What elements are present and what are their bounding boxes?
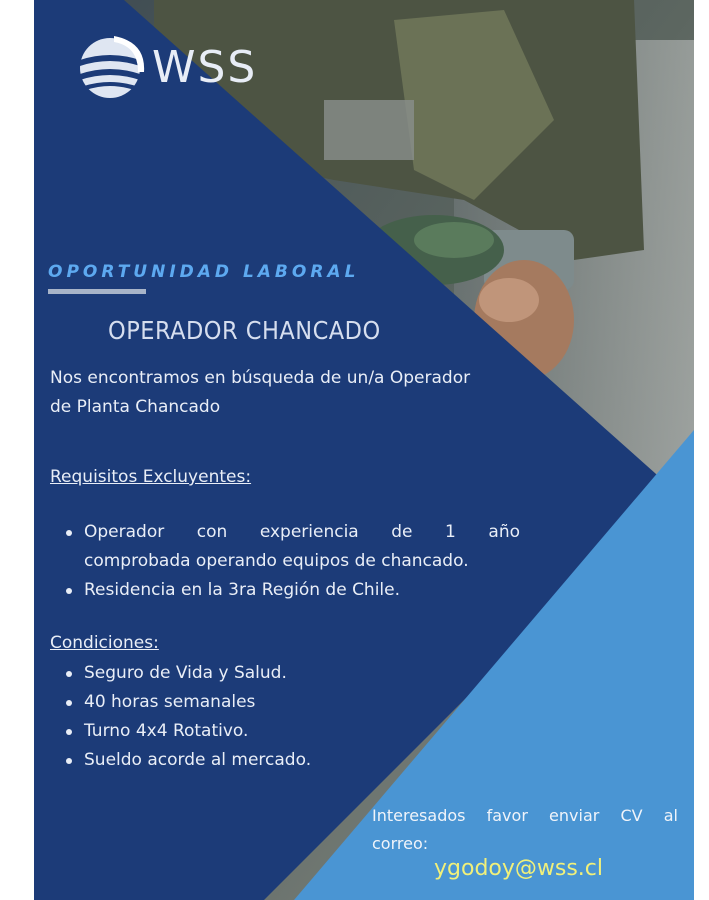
bullet-icon [66, 671, 72, 677]
globe-logo-icon [74, 32, 146, 102]
contact-block [372, 802, 678, 858]
bullet-icon [66, 588, 72, 594]
requirement-line-2: comprobada operando equipos de chancado. [84, 551, 469, 571]
kicker-heading: OPORTUNIDAD LABORAL [48, 262, 360, 282]
list-item [50, 576, 520, 605]
condition-text: 40 horas semanales [84, 692, 256, 712]
list-item [50, 717, 470, 746]
intro-line-1: Nos encontramos en búsqueda de un/a Operador [50, 368, 471, 388]
list-item [50, 746, 470, 775]
condition-text: Turno 4x4 Rotativo. [84, 721, 249, 741]
contact-line-1: Interesados favor enviar CV al [372, 806, 678, 825]
condition-text: Seguro de Vida y Salud. [84, 663, 287, 683]
requirement-text: Residencia en la 3ra Región de Chile. [84, 580, 401, 600]
intro-line-2: de Planta Chancado [50, 397, 221, 417]
bullet-icon [66, 530, 72, 536]
logo-text: WSS [152, 42, 258, 93]
job-poster [34, 0, 694, 900]
bullet-icon [66, 700, 72, 706]
bullet-icon [66, 729, 72, 735]
kicker-underline [48, 289, 146, 294]
bullet-icon [66, 758, 72, 764]
conditions-label: Condiciones: [50, 633, 159, 653]
list-item [50, 518, 520, 576]
list-item [50, 688, 470, 717]
requirement-line-1: Operador con experiencia de 1 año [84, 522, 520, 542]
wss-logo [74, 32, 314, 102]
requirements-list [50, 518, 520, 605]
intro-text [50, 364, 520, 422]
condition-text: Sueldo acorde al mercado. [84, 750, 312, 770]
requirements-label: Requisitos Excluyentes: [50, 467, 252, 487]
contact-email-link[interactable]: ygodoy@wss.cl [434, 856, 604, 881]
list-item [50, 659, 470, 688]
contact-line-2: correo: [372, 834, 429, 853]
conditions-list [50, 659, 470, 775]
job-title: OPERADOR CHANCADO [108, 316, 381, 345]
